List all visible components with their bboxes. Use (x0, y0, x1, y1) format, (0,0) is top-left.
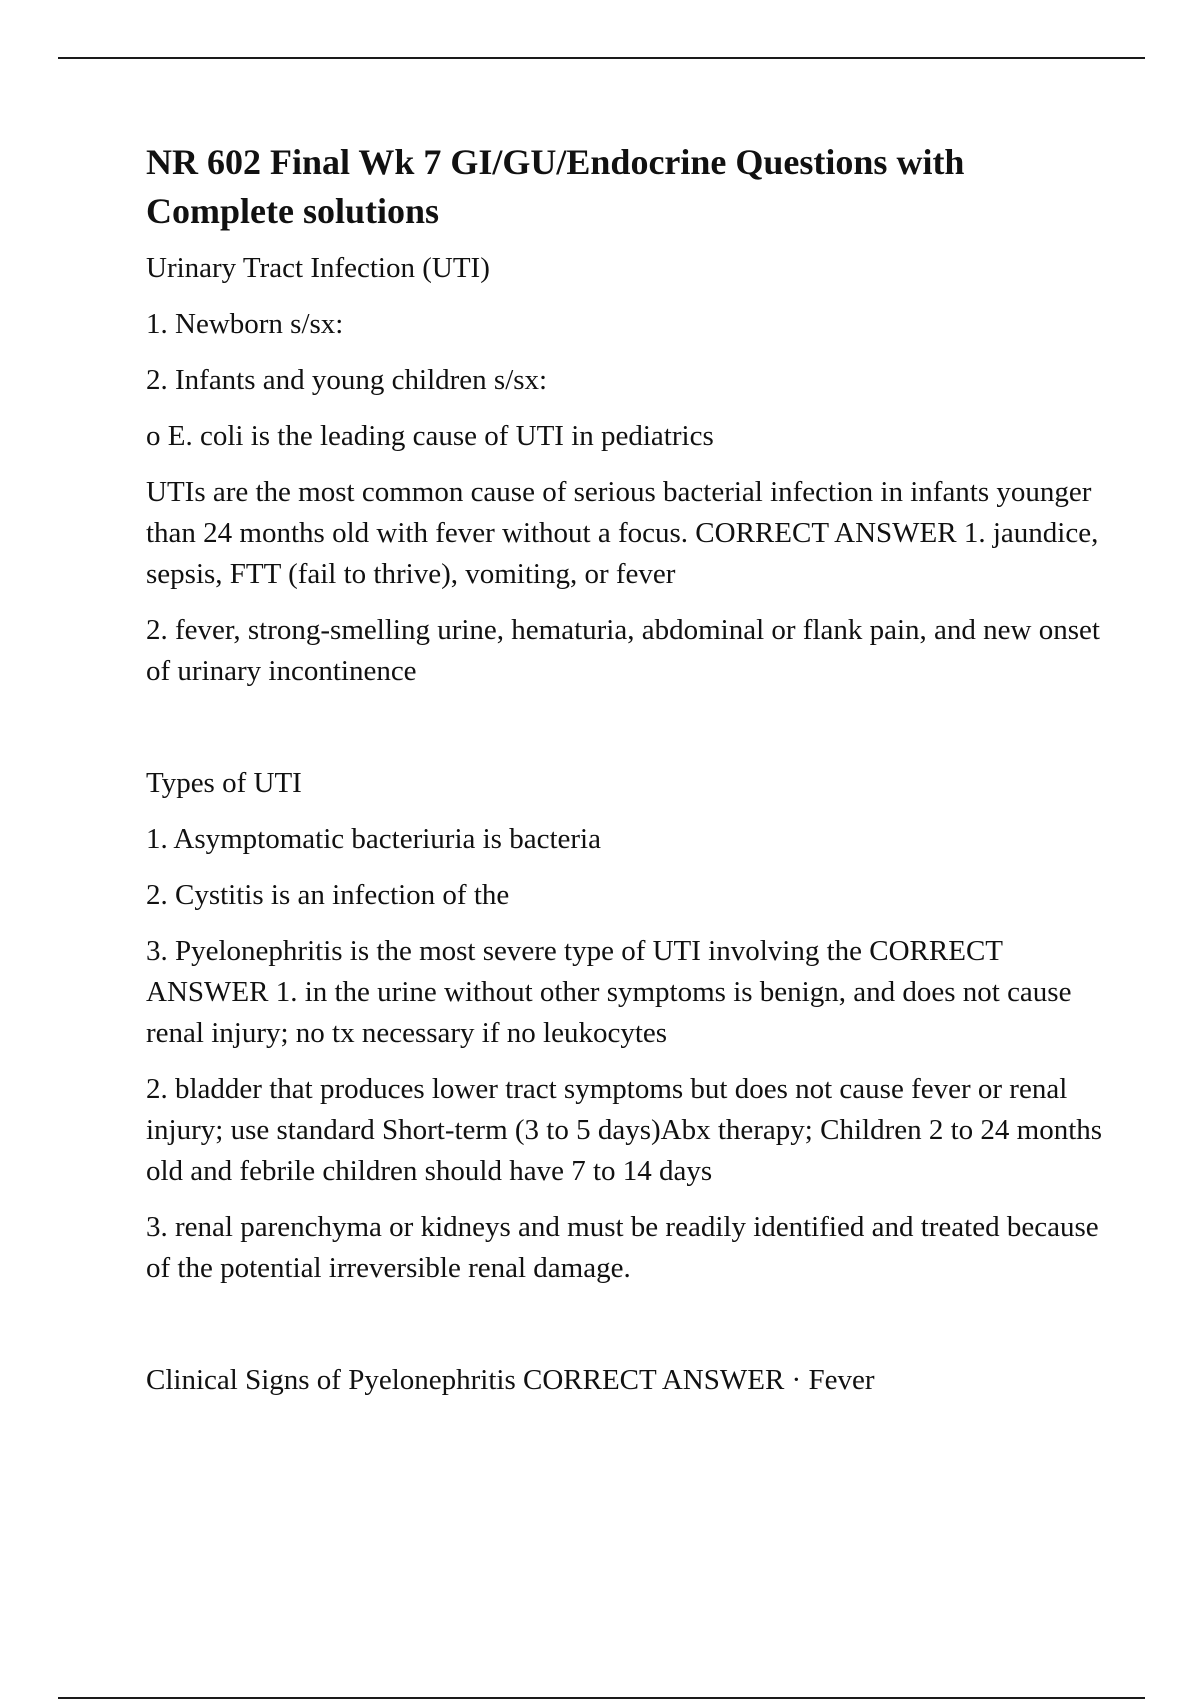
paragraph: 2. bladder that produces lower tract symptoms but does not cause fever or renal injury; use standard Short-term (3 to 5 days)Abx therapy; Children 2 to 24 months old and febrile children should have 7 to 14 days (146, 1073, 1103, 1187)
paragraph: 2. Infants and young children s/sx: (146, 364, 548, 396)
top-rule (58, 57, 1145, 59)
paragraph: Clinical Signs of Pyelonephritis CORRECT ANSWER · Fever (146, 1364, 875, 1396)
paragraph: Urinary Tract Infection (UTI) (146, 252, 490, 284)
paragraph: 3. Pyelonephritis is the most severe type of UTI involving the CORRECT ANSWER 1. in the urine without other symptoms is benign, and does not cause renal injury; no tx necessary if no leukocytes (146, 935, 1072, 1049)
paragraph: 2. fever, strong-smelling urine, hematuria, abdominal or flank pain, and new onset of urinary incontinence (146, 614, 1100, 687)
paragraph: 1. Asymptomatic bacteriuria is bacteria (146, 823, 601, 855)
paragraph: Types of UTI (146, 767, 302, 799)
section-types-of-uti (146, 763, 1106, 1289)
paragraph: 3. renal parenchyma or kidneys and must be readily identified and treated because of the potential irreversible renal damage. (146, 1211, 1099, 1284)
document-title: NR 602 Final Wk 7 GI/GU/Endocrine Questions with Complete solutions (146, 142, 965, 231)
paragraph: 1. Newborn s/sx: (146, 308, 344, 340)
section-pyelonephritis-signs (146, 1360, 1106, 1401)
section-gap (146, 1304, 1106, 1360)
section-uti (146, 248, 1106, 692)
document-body (146, 138, 1106, 1416)
paragraph: o E. coli is the leading cause of UTI in pediatrics (146, 420, 714, 452)
bottom-rule (58, 1697, 1145, 1699)
paragraph: UTIs are the most common cause of serious bacterial infection in infants younger than 24 months old with fever without a focus. CORRECT ANSWER 1. jaundice, sepsis, FTT (fail to thrive), vomiting, or fever (146, 476, 1099, 590)
paragraph: 2. Cystitis is an infection of the (146, 879, 510, 911)
section-gap (146, 707, 1106, 763)
